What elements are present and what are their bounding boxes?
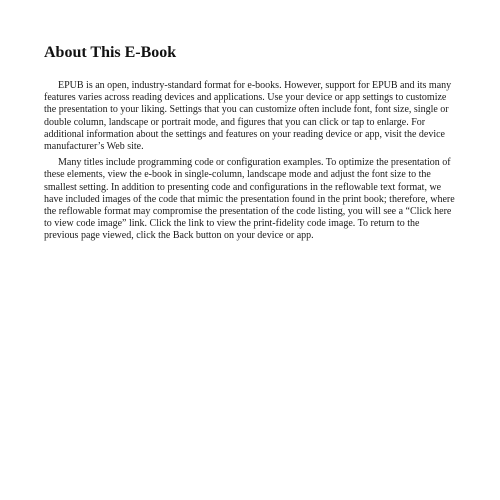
paragraph-epub-intro: EPUB is an open, industry-standard format for e-books. However, support for EPUB and its many features varies across reading devices and applications. Use your device or app settings to customize the presentation to your liking. Settings that you can customize often include font, font size, single or double column, landscape or portrait mode, and figures that you can click or tap to enlarge. For additional information about the settings and features on your reading device or app, visit the device manufacturer’s Web site. [44,80,452,153]
document-page [44,44,456,247]
page-title: About This E-Book [44,44,177,61]
paragraph-code-examples: Many titles include programming code or configuration examples. To optimize the presentation of these elements, view the e-book in single-column, landscape mode and adjust the font size to the smallest setting. In addition to presenting code and configurations in the reflowable text format, we have included images of the code that mimic the presentation found in the print book; therefore, where the reflowable format may compromise the presentation of the code listing, you will see a “Click here to view code image” link. Click the link to view the print-fidelity code image. To return to the previous page viewed, click the Back button on your device or app. [44,157,455,242]
